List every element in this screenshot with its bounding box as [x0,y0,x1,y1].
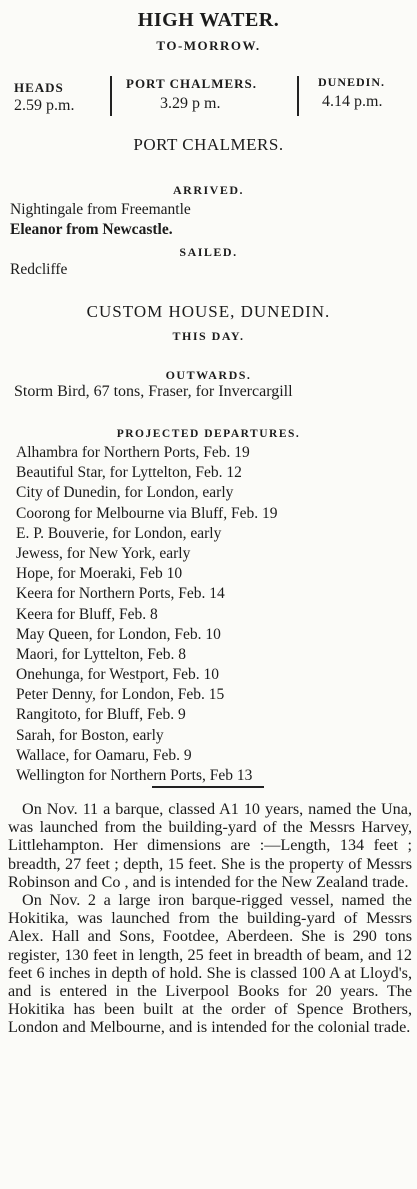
departure-item: Hope, for Moeraki, Feb 10 [16,565,183,583]
sailed-item: Redcliffe [10,261,68,278]
article-una: On Nov. 11 a barque, classed A1 10 years, named the Una, was launched from the building-yard of the Messrs Harvey, Littlehampton. Her dimensions are :—Length, 134 feet ; breadth, 27 feet ; depth, 15 feet. She is the property of Messrs Robinson and Co , and is intended for the New Zealand trade. [8,800,412,891]
dunedin-tide-time: 4.14 p.m. [322,93,383,110]
departure-item: Keera for Bluff, Feb. 8 [16,605,158,623]
departure-item: Onehunga, for Westport, Feb. 10 [16,666,219,684]
port-chalmers-tide-time: 3.29 p m. [160,95,221,112]
news-articles [8,800,412,1037]
departure-item: City of Dunedin, for London, early [16,484,234,502]
departure-item: Alhambra for Northern Ports, Feb. 19 [16,444,250,461]
tide-divider-right [297,76,299,116]
outwards-label: OUTWARDS. [165,368,252,382]
heads-time: 2.59 p.m. [14,97,75,114]
port-chalmers-title: PORT CHALMERS. [133,135,284,154]
high-water-subtitle: TO-MORROW. [156,38,261,53]
departure-item: Maori, for Lyttelton, Feb. 8 [16,645,187,663]
departure-item: Wallace, for Oamaru, Feb. 9 [16,746,192,764]
arrival-item: Eleanor from Newcastle. [10,221,173,238]
article-hokitika: On Nov. 2 a large iron barque-rigged vessel, named the Hokitika, was launched from the building-yard of Messrs Alex. Hall and Sons, Footdee, Aberdeen. She is 290 tons register, 130 feet in length, 25 feet in breadth of beam, and 12 feet 6 inches in depth of hold. She is classed 100 A at Lloyd's, and is entered in the Liverpool Books for 20 years. The Hokitika has been built at the order of Spence Brothers, London and Melbourne, and is intended for the colonial trade. [8,891,412,1037]
departure-item: Jewess, for New York, early [16,544,191,562]
departures-list [16,443,277,786]
departure-item: Wellington for Northern Ports, Feb 13 [16,767,253,784]
departure-item: Keera for Northern Ports, Feb. 14 [16,585,225,603]
departure-item: Coorong for Melbourne via Bluff, Feb. 19 [16,504,278,522]
outwards-item: Storm Bird, 67 tons, Fraser, for Invercargill [14,383,293,400]
departure-item: Beautiful Star, for Lyttelton, Feb. 12 [16,464,242,482]
section-rule [152,786,264,788]
heads-label: HEADS [14,80,64,95]
arrived-label: ARRIVED. [172,183,244,197]
high-water-title: HIGH WATER. [137,9,280,31]
dunedin-tide-label: DUNEDIN. [318,75,386,89]
custom-house-title: CUSTOM HOUSE, DUNEDIN. [86,302,331,321]
departure-item: Sarah, for Boston, early [16,726,164,744]
departure-item: Rangitoto, for Bluff, Feb. 9 [16,706,186,724]
tide-divider-left [110,76,112,116]
custom-house-subtitle: THIS DAY. [172,329,245,343]
arrival-item: Nightingale from Freemantle [10,201,191,218]
departure-item: E. P. Bouverie, for London, early [16,524,222,542]
sailed-label: SAILED. [179,245,238,259]
port-chalmers-tide-label: PORT CHALMERS. [126,76,258,91]
departure-item: May Queen, for London, Feb. 10 [16,625,221,643]
projected-departures-label: PROJECTED DEPARTURES. [116,428,301,440]
departure-item: Peter Denny, for London, Feb. 15 [16,686,225,704]
